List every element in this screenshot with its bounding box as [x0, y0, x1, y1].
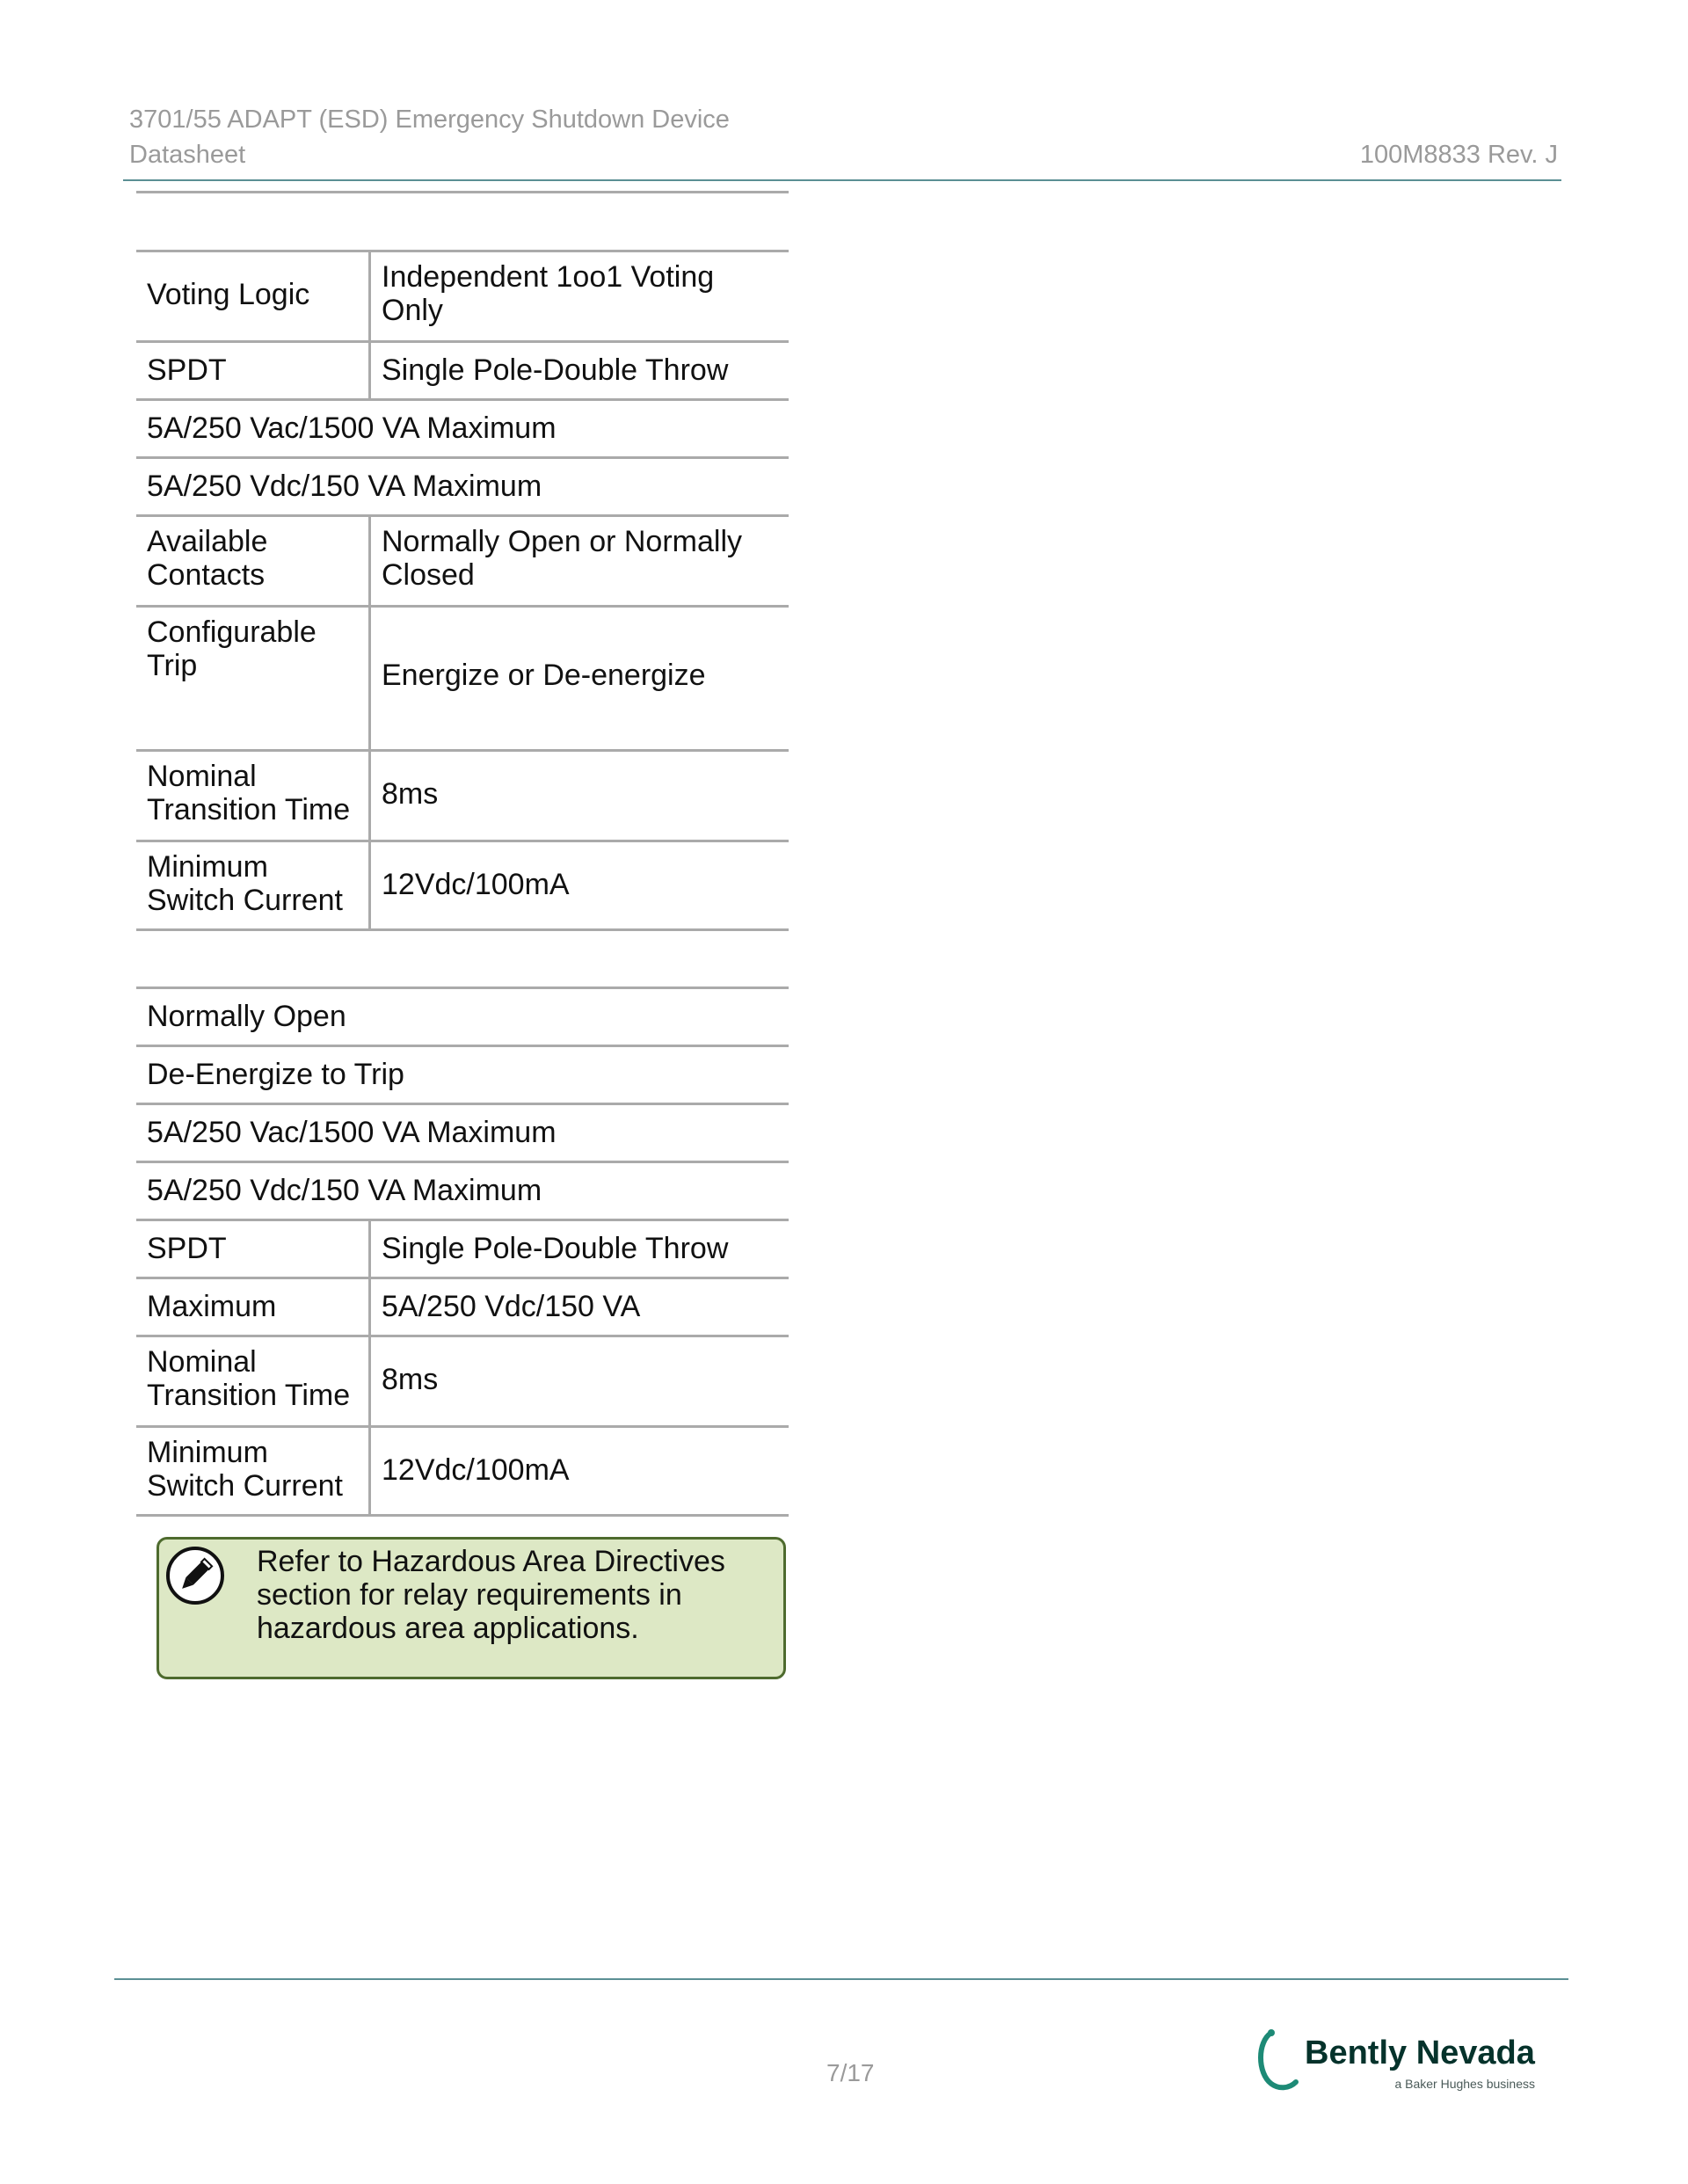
- table-row: [136, 840, 789, 931]
- table-row: [136, 1277, 789, 1335]
- row-full-text: Normally Open: [147, 1000, 346, 1033]
- table-row: [136, 1335, 789, 1425]
- column-divider: [368, 1428, 371, 1514]
- row-full-text: 5A/250 Vac/1500 VA Maximum: [147, 411, 557, 445]
- row-full-text: 5A/250 Vdc/150 VA Maximum: [147, 1174, 542, 1207]
- row-full-text: De-Energize to Trip: [147, 1058, 404, 1091]
- column-divider: [368, 608, 371, 749]
- row-value: Normally Open or Normally Closed: [382, 525, 742, 592]
- table-row: [136, 340, 789, 398]
- table-row: [136, 986, 789, 1045]
- table-row: [136, 1045, 789, 1103]
- table-row: [136, 250, 789, 340]
- row-value: 8ms: [382, 777, 439, 811]
- row-value: Energize or De-energize: [382, 659, 706, 692]
- note-text: Refer to Hazardous Area Directives section for relay requirements in hazardous area applications.: [257, 1545, 725, 1645]
- row-label: Minimum Switch Current: [147, 850, 343, 917]
- column-divider: [368, 343, 371, 398]
- note-box: [156, 1537, 786, 1679]
- table-row: [136, 1103, 789, 1161]
- table-row: [136, 456, 789, 514]
- table-row: [136, 1161, 789, 1219]
- table-row: [136, 749, 789, 840]
- row-value: 5A/250 Vdc/150 VA: [382, 1290, 641, 1323]
- column-divider: [368, 1337, 371, 1425]
- header-rule: [123, 179, 1561, 181]
- table-row: [136, 398, 789, 456]
- table-row: [136, 605, 789, 749]
- brand-subtitle: a Baker Hughes business: [1394, 2077, 1535, 2091]
- column-divider: [368, 1221, 371, 1277]
- doc-revision: 100M8833 Rev. J: [1359, 141, 1558, 169]
- row-label: Available Contacts: [147, 525, 268, 592]
- row-label: Voting Logic: [147, 278, 310, 311]
- doc-subtitle: Datasheet: [129, 141, 246, 169]
- row-label: Maximum: [147, 1290, 277, 1323]
- row-full-text: 5A/250 Vdc/150 VA Maximum: [147, 470, 542, 503]
- row-value: Single Pole-Double Throw: [382, 1232, 729, 1265]
- row-label: SPDT: [147, 353, 227, 387]
- column-divider: [368, 517, 371, 605]
- row-value: 8ms: [382, 1363, 439, 1396]
- row-label: Minimum Switch Current: [147, 1436, 343, 1503]
- column-divider: [368, 252, 371, 340]
- table-row: [136, 514, 789, 605]
- row-value: Single Pole-Double Throw: [382, 353, 729, 387]
- table-row: [136, 1425, 789, 1517]
- row-label: Nominal Transition Time: [147, 760, 351, 826]
- row-value: 12Vdc/100mA: [382, 868, 570, 901]
- pencil-icon: [164, 1545, 226, 1606]
- table-row: [136, 1219, 789, 1277]
- doc-title: 3701/55 ADAPT (ESD) Emergency Shutdown Device: [129, 106, 730, 134]
- row-value: 12Vdc/100mA: [382, 1453, 570, 1487]
- brand-name: Bently Nevada: [1305, 2035, 1535, 2071]
- column-divider: [368, 752, 371, 840]
- logo-mark-icon: [1252, 2027, 1305, 2096]
- row-label: Nominal Transition Time: [147, 1345, 351, 1412]
- row-full-text: 5A/250 Vac/1500 VA Maximum: [147, 1116, 557, 1149]
- page-number: 7/17: [826, 2059, 875, 2086]
- top-separator: [136, 191, 789, 193]
- row-label: SPDT: [147, 1232, 227, 1265]
- row-label: Configurable Trip: [147, 615, 316, 682]
- row-value: Independent 1oo1 Voting Only: [382, 260, 715, 327]
- column-divider: [368, 1279, 371, 1335]
- footer-rule: [114, 1978, 1568, 1980]
- bently-nevada-logo: [1252, 2027, 1542, 2096]
- column-divider: [368, 842, 371, 928]
